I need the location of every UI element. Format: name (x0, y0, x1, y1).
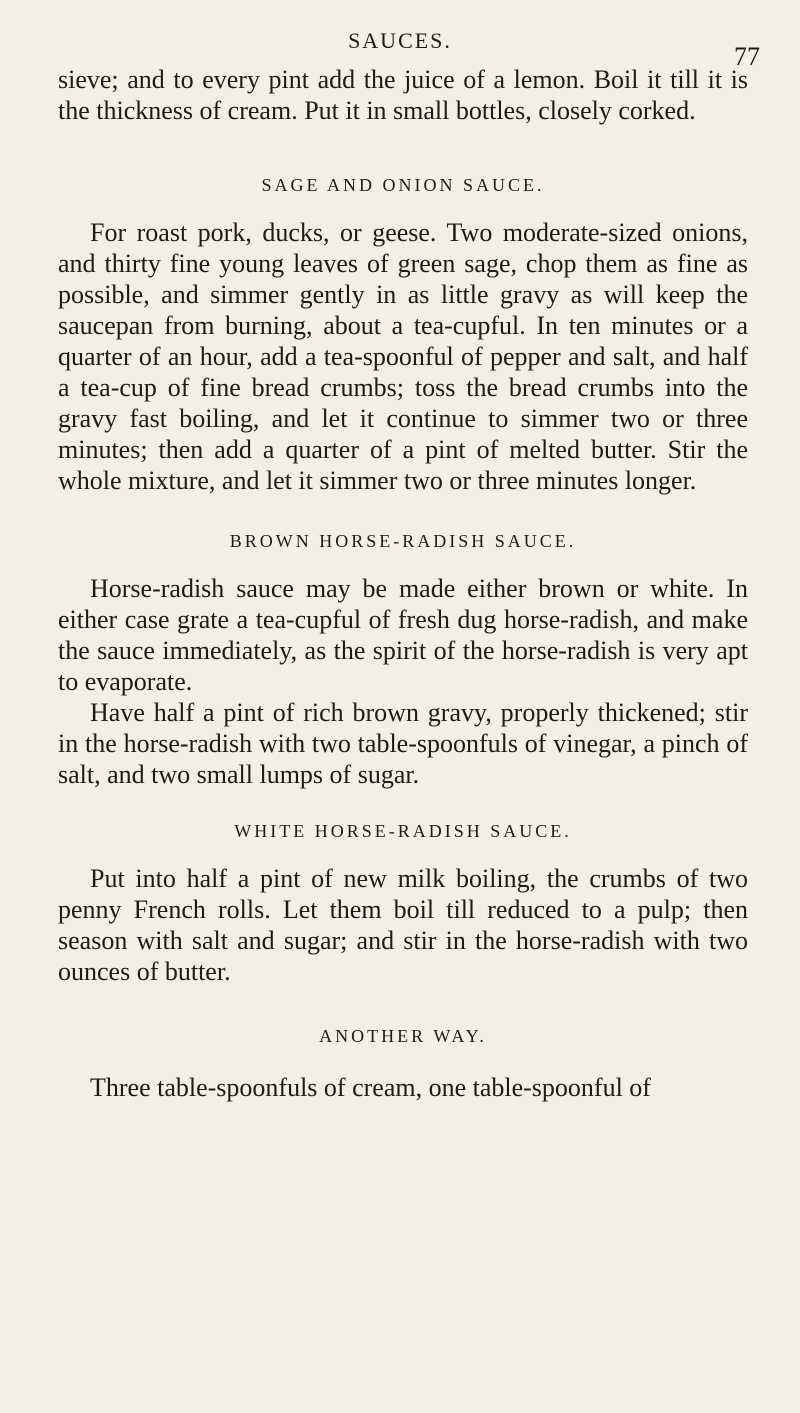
section-heading-brown-horse-radish: BROWN HORSE-RADISH SAUCE. (229, 531, 577, 551)
page-body (58, 64, 748, 1103)
section-heading-sage-onion: SAGE AND ONION SAUCE. (261, 175, 545, 195)
sage-onion-paragraph: For roast pork, ducks, or geese. Two moderate-sized onions, and thirty fine young leaves of green sage, chop them as fine as possible, and simmer gently in as little gravy as will keep the saucepan from burning, about a tea-cupful. In ten minutes or a quarter of an hour, add a tea-spoonful of pepper and salt, and half a tea-cup of fine bread crumbs; toss the bread crumbs into the gravy fast boiling, and let it continue to simmer two or three minutes; then add a quarter of a pint of melted butter. Stir the whole mixture, and let it simmer two or three minutes longer. (58, 218, 748, 495)
running-head: SAUCES. (348, 28, 452, 53)
intro-paragraph: sieve; and to every pint add the juice of a lemon. Boil it till it is the thickness of cream. Put it in small bottles, closely corked. (58, 65, 748, 125)
brown-horse-radish-paragraph-1: Horse-radish sauce may be made either brown or white. In either case grate a tea-cupful of fresh dug horse-radish, and make the sauce immediately, as the spirit of the horse-radish is very apt to evaporate. (58, 574, 748, 696)
section-heading-another-way: ANOTHER WAY. (319, 1026, 487, 1046)
white-horse-radish-paragraph: Put into half a pint of new milk boiling, the crumbs of two penny French rolls. Let them boil till reduced to a pulp; then season with salt and sugar; and stir in the horse-radish with two ounces of butter. (58, 864, 748, 986)
section-heading-white-horse-radish: WHITE HORSE-RADISH SAUCE. (234, 821, 572, 841)
brown-horse-radish-paragraph-2: Have half a pint of rich brown gravy, properly thickened; stir in the horse-radish with two table-spoonfuls of vinegar, a pinch of salt, and two small lumps of sugar. (58, 698, 748, 789)
page-number: 77 (734, 42, 760, 71)
another-way-paragraph: Three table-spoonfuls of cream, one table-spoonful of (90, 1073, 651, 1102)
